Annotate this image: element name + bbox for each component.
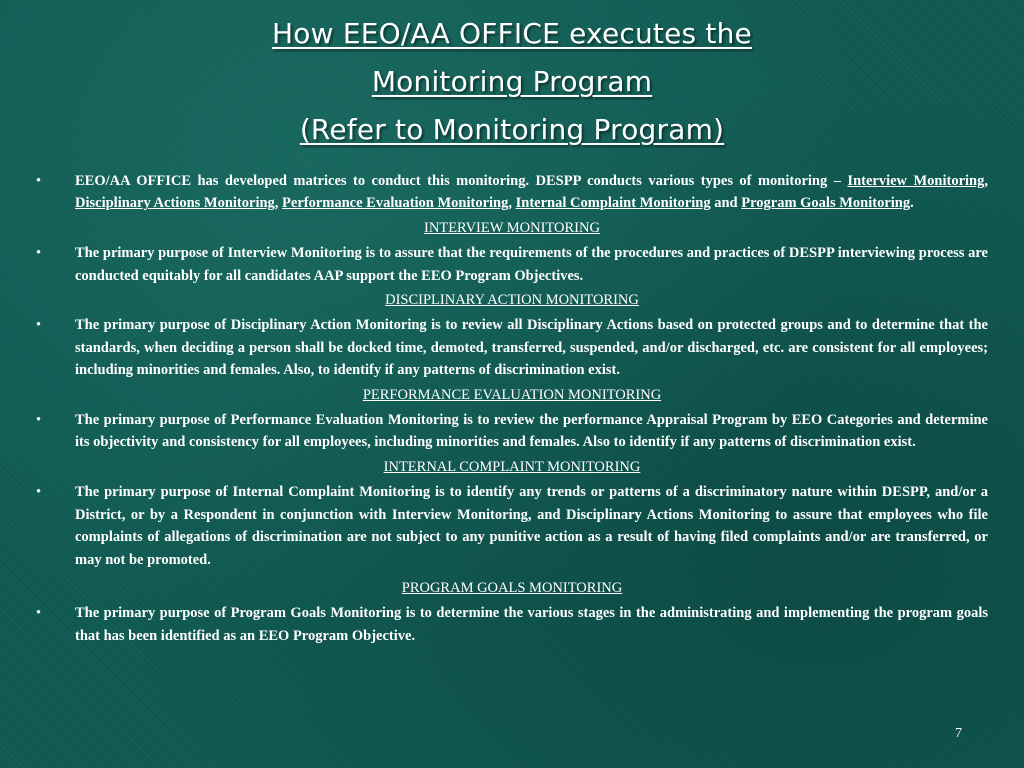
bullet-icon: •	[36, 245, 42, 262]
separator: ,	[274, 195, 283, 212]
slide-title	[0, 10, 1024, 154]
bullet-icon: •	[36, 605, 42, 622]
title-line-3: (Refer to Monitoring Program)	[299, 113, 725, 146]
separator: ,	[508, 195, 516, 212]
bullet-icon: •	[36, 412, 42, 429]
heading-performance-monitoring: PERFORMANCE EVALUATION MONITORING	[362, 386, 662, 403]
interview-monitoring-link[interactable]: Interview Monitoring	[847, 173, 985, 189]
program-goals-bullet	[36, 602, 988, 647]
performance-monitoring-link[interactable]: Performance Evaluation Monitoring	[282, 195, 509, 212]
program-goals-monitoring-link[interactable]: Program Goals Monitoring	[741, 195, 911, 212]
interview-bullet	[36, 242, 988, 287]
period: .	[910, 195, 914, 212]
heading-complaint-monitoring: INTERNAL COMPLAINT MONITORING	[383, 458, 641, 475]
separator: and	[710, 195, 742, 212]
bullet-icon: •	[36, 484, 42, 501]
performance-bullet	[36, 409, 988, 454]
title-line-1: How EEO/AA OFFICE executes the	[272, 17, 752, 50]
interview-text: The primary purpose of Interview Monitoring is to assure that the requirements of the procedures and practices of DESPP interviewing process are conducted equitably for all candidates AAP support the EEO Program Objectives.	[75, 245, 988, 284]
disciplinary-text: The primary purpose of Disciplinary Action Monitoring is to review all Disciplinary Actions based on protected groups and to determine that the standards, when deciding a person shall be docked time, demoted, transferred, suspended, and/or discharged, etc. are consistent for all employees; including minorities and females. Also, to identify if any patterns of discrimination exist.	[75, 317, 988, 379]
heading-program-goals-monitoring: PROGRAM GOALS MONITORING	[401, 579, 623, 596]
intro-bullet	[36, 170, 988, 215]
performance-text: The primary purpose of Performance Evaluation Monitoring is to review the performance Appraisal Program by EEO Categories and determine its objectivity and consistency for all employees, including minorities and females. Also to identify if any patterns of discrimination exist.	[75, 412, 988, 451]
disciplinary-monitoring-link[interactable]: Disciplinary Actions Monitoring	[75, 195, 275, 212]
slide-body	[36, 170, 988, 647]
heading-interview-monitoring: INTERVIEW MONITORING	[424, 219, 600, 236]
program-goals-text: The primary purpose of Program Goals Monitoring is to determine the various stages in the administrating and implementing the program goals that has been identified as an EEO Program Objective.	[75, 605, 988, 644]
bullet-icon: •	[36, 173, 42, 189]
title-line-2: Monitoring Program	[371, 65, 653, 98]
bullet-icon: •	[36, 317, 42, 334]
complaint-monitoring-link[interactable]: Internal Complaint Monitoring	[515, 195, 711, 212]
heading-disciplinary-monitoring: DISCIPLINARY ACTION MONITORING	[385, 292, 639, 309]
page-number: 7	[955, 726, 962, 741]
intro-text: EEO/AA OFFICE has developed matrices to conduct this monitoring. DESPP conducts various types of monitoring –	[75, 173, 848, 189]
complaint-bullet	[36, 481, 988, 571]
complaint-text: The primary purpose of Internal Complaint Monitoring is to identify any trends or patterns of a discriminatory nature within DESPP, and/or a District, or by a Respondent in conjunction with Interview Monitoring, and Disciplinary Actions Monitoring to assure that employees who file complaints of allegations of discrimination are not subject to any punitive action as a result of having filed complaints and/or are transferred, or may not be promoted.	[75, 484, 988, 568]
disciplinary-bullet	[36, 314, 988, 381]
separator: ,	[984, 173, 988, 189]
